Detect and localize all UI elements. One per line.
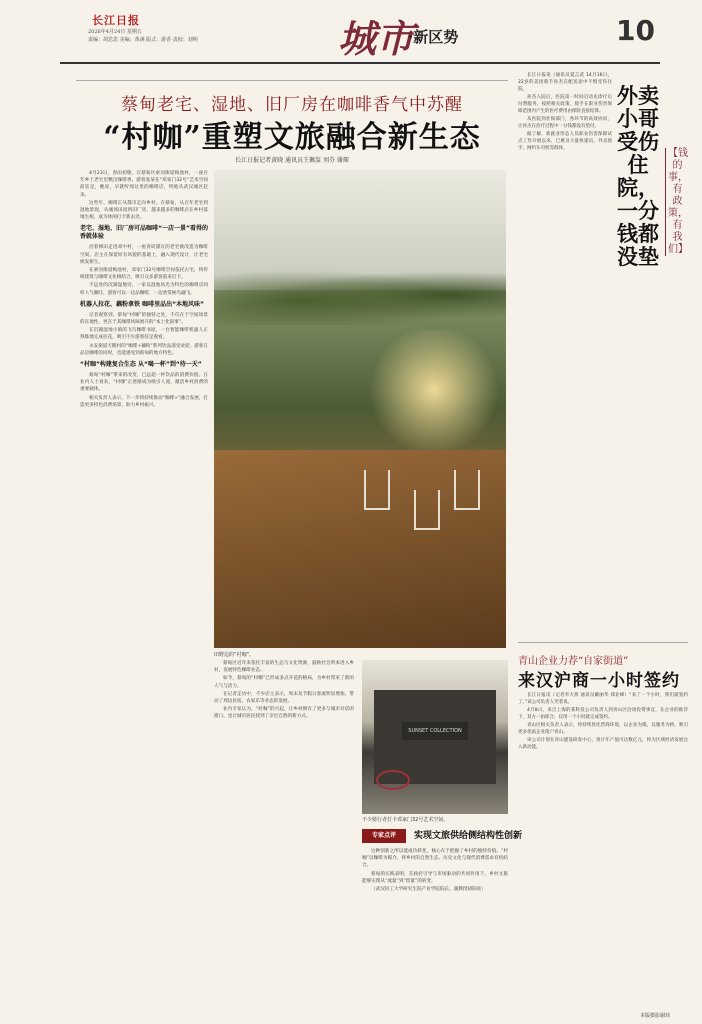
- paragraph: 在索河街道梅池村，邓家门32号咖啡空间依托古宅，将传统建筑与咖啡文化相结合，吸引众多游客前来打卡。: [80, 268, 208, 281]
- paragraph: 4月8日，来自上海的某科技公司负责人到青山区洽谈投资事宜，在企业的推荐下，双方一拍即合，仅用一个小时就完成签约。: [518, 708, 688, 720]
- paragraph: 该公司计划在青山建设研发中心，预计年产值可达数亿元，将为区域经济发展注入新动能。: [518, 738, 688, 750]
- paragraph: 蔡甸“村咖”带来的改变，已远超一杯饮品的消费价值。在业内人士看来，“村咖”正逐渐成为吸引人流、激活乡村消费的重要载体。: [80, 373, 208, 393]
- photo-sunlight: [364, 330, 504, 450]
- paragraph: 4月23日，春雨初歇，在蔡甸区索河街道梅池村，一座百年乡土老宅里飘出咖啡香。游客张某在“邓家门32号”艺术空间前驻足，她说，早就听闻这里的咖啡店，特地从武汉城区赶来。: [80, 171, 208, 198]
- paragraph: 长江日报讯（记者李大将 通讯员戴丽华 郑业峰）“来了一个小时，我们就签约了。”该公司负责人笑着说。: [518, 693, 688, 705]
- expert-comment-header: [362, 829, 523, 843]
- subhead: 老宅、湿地、旧厂房可品咖啡“一店一景”看得的香就体验: [80, 225, 208, 241]
- second-kicker: 青山企业力荐“自家街道”: [518, 656, 629, 667]
- side-tag: 【钱的事，有政策，有我们】: [665, 148, 687, 256]
- paragraph: 沿着梯田走进邓中村，一座青砖黛瓦的老宅被改造为咖啡空间。店主在保留原有风貌的基础上，融入现代设计，让老宅焕发新生。: [80, 245, 208, 265]
- main-column-2: [214, 660, 354, 1016]
- main-byline: 长江日报记者黄晓 通讯员王佩玺 刘芬 谢琛: [235, 157, 349, 164]
- paragraph: 据了解，新就业形态人员职业伤害保障试点工作开展以来，已惠及大量快递员、外卖骑手、网约车司机等群体。: [518, 132, 612, 151]
- side-story-column: [518, 72, 612, 632]
- page-number: 10: [616, 14, 655, 47]
- paragraph: 相关负责人表示，下一步将持续推动“咖啡+”融合发展，打造更多特色消费场景，助力乡村振兴。: [80, 395, 208, 408]
- paragraph: 从医院到社保部门，各环节的高效协同，让孙杰在治疗过程中一分钱都没有垫付。: [518, 117, 612, 129]
- second-story-column: [518, 692, 688, 1014]
- paragraph: 蔡甸区近年来依托丰富的生态与文化资源，鼓励社会资本进入乡村，发展特色咖啡业态。: [214, 661, 354, 674]
- paragraph: 孙杰入院后，医院第一时间启动先诊疗后付费服务，按照相关政策，骑手在职业伤害保障范围内产生的医疗费用由保险直接结算。: [518, 95, 612, 114]
- paragraph: 这些年，咖啡正从都市走向乡村。在蔡甸，从百年老宅到湿地景观，从城郊田园到旧厂房，越来越多的咖啡店在乡村落地生根，成为休闲打卡新去处。: [80, 200, 208, 221]
- side-headline: 外卖小哥受伤住院，一分钱都没垫: [617, 83, 659, 269]
- paragraph: 永安街道天鹅村的“咖啡+藕粉”系列饮品深受欢迎，游客在品尝咖啡的同时，也能感受到蔡甸的地方特色。: [80, 343, 208, 356]
- paragraph: 如今，蔡甸的“村咖”已形成多点开花的格局，为乡村带来了新的人气与活力。: [214, 676, 354, 689]
- photo-credit: 本版摄影谢炜: [640, 1013, 671, 1019]
- right-divider: [518, 642, 688, 643]
- expert-column: [362, 848, 508, 1018]
- sub-section-title: ·新区势: [408, 28, 459, 46]
- subhead: “村咖”构建复合生态 从“喝一杯”到“待一天”: [80, 361, 202, 369]
- main-headline: “村咖”重塑文旅融合新生态: [103, 120, 481, 155]
- paragraph: 蔡甸的实践表明，在政府引导与市场驱动的共同作用下，乡村文旅能够实现从“流量”到“留量”的转变。: [362, 871, 508, 884]
- main-column-1: [80, 170, 208, 1016]
- expert-credit: （武汉轻工大学研究生院产业学院院长、副教授胡阳亮）: [371, 887, 486, 893]
- main-top-rule: [76, 80, 508, 81]
- second-headline: 来汉沪商一小时签约: [518, 671, 680, 691]
- photo-trees: [214, 265, 506, 325]
- section-title: 城市: [338, 16, 415, 61]
- paragraph: 记者观察到，蔡甸“村咖”的独特之处，不仅在于空间场景的在地性，更在于其咖啡风味展开的“本土化叙事”。: [80, 312, 208, 326]
- main-kicker: 蔡甸老宅、湿地、旧厂房在咖啡香气中苏醒: [121, 95, 463, 115]
- paragraph: 在记者走访中，不少店主表示，周末及节假日客流明显增加，带动了周边民宿、农家乐等业态的发展。: [214, 691, 354, 705]
- expert-title: 实现文旅供给侧结构性创新: [414, 831, 523, 841]
- paragraph: 业内专家认为，“村咖”的兴起，让乡村拥有了更多与城市对话的窗口，也让城市居民找到了亲近自然的新方式。: [214, 707, 354, 720]
- subhead: 机器人拉花、藕粉拿铁 咖啡里品出“本地风味”: [80, 300, 204, 308]
- paragraph: 这种创新之所以能成功转化，核心在于把握了乡村的独特价值。“村咖”以咖啡为媒介，将乡村的自然生态、历史文化与现代消费需求有机结合。: [362, 849, 508, 869]
- photo-chair: [454, 470, 480, 510]
- photo1-caption: 田野边的“村咖”。: [214, 652, 255, 658]
- editors-line: 责编：胡思思 美编：黄满 版式：游香 责校：刘明: [88, 37, 198, 43]
- masthead: [60, 6, 660, 64]
- art-space-photo: [362, 660, 508, 814]
- date-line: 2026年4月24日 星期五: [88, 29, 142, 35]
- photo-bicycle: [376, 770, 410, 790]
- photo-sign: SUNSET COLLECTION: [402, 722, 468, 740]
- paragraph: 青山区相关负责人表示，将持续优化营商环境，以企业为媒，以服务为桥，吸引更多优质企业落户青山。: [518, 723, 688, 735]
- cafe-terrace-photo: [214, 170, 506, 648]
- expert-tag: 专家点评: [362, 829, 406, 843]
- photo2-caption: 不少骑行者打卡邓家门32号艺术空间。: [362, 817, 449, 823]
- masthead-meta: [88, 28, 308, 44]
- photo-chair: [364, 470, 390, 510]
- paper-logo: 长江日报: [92, 14, 140, 27]
- paragraph: 长江日报讯（通讯员夏言武 14月16日，22岁的美团骑手孙杰在配送途中不慎受伤住院。: [518, 73, 612, 92]
- paragraph: 在沉湖湿地小镇的飞鸟咖啡书屋，一台智能咖啡机器人正熟练地完成拉花，吸引不少游客驻足观看。: [80, 328, 208, 341]
- photo-chair: [414, 490, 440, 530]
- paragraph: 不远处的沉湖湿地旁，一家以湿地风光为特色的咖啡店同样人气颇旺，游客可以一边品咖啡，一边欣赏候鸟翩飞。: [80, 283, 208, 296]
